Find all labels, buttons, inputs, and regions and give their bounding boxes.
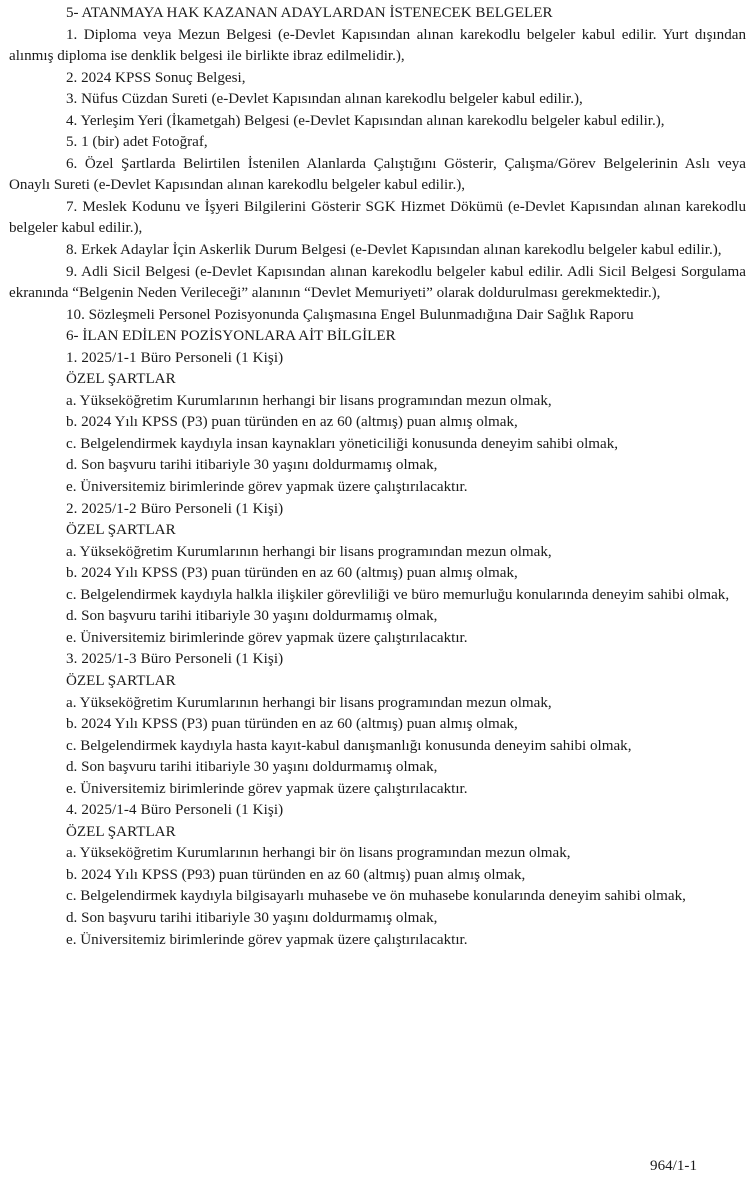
position-title: 1. 2025/1-1 Büro Personeli (1 Kişi) (66, 349, 284, 366)
section-5-item: 10. Sözleşmeli Personel Pozisyonunda Çalışmasına Engel Bulunmadığına Dair Sağlık Raporu (66, 306, 634, 323)
condition-item: e. Üniversitemiz birimlerinde görev yapmak üzere çalıştırılacaktır. (66, 629, 468, 646)
condition-item: d. Son başvuru tarihi itibariyle 30 yaşını doldurmamış olmak, (66, 457, 438, 474)
section-5-item: 1. Diploma veya Mezun Belgesi (e-Devlet Kapısından alınan karekodlu belgeler kabul edilir. Yurt dışından alınmış diploma ise denklik belgesi ile birlikte ibraz edilmelidir.), (9, 26, 746, 65)
condition-item: c. Belgelendirmek kaydıyla bilgisayarlı muhasebe ve ön muhasebe konularında deneyim sahibi olmak, (66, 888, 686, 905)
condition-item: d. Son başvuru tarihi itibariyle 30 yaşını doldurmamış olmak, (66, 759, 438, 776)
condition-item: c. Belgelendirmek kaydıyla insan kaynakları yöneticiliği konusunda deneyim sahibi olmak, (66, 435, 619, 452)
condition-item: a. Yükseköğretim Kurumlarının herhangi bir lisans programından mezun olmak, (66, 543, 552, 560)
section-5-item: 8. Erkek Adaylar İçin Askerlik Durum Belgesi (e-Devlet Kapısından alınan karekodlu belgeler kabul edilir.), (66, 242, 722, 259)
section-5-item: 7. Meslek Kodunu ve İşyeri Bilgilerini Gösterir SGK Hizmet Dökümü (e-Devlet Kapısından alınan karekodlu belgeler kabul edilir.), (9, 198, 746, 237)
condition-item: d. Son başvuru tarihi itibariyle 30 yaşını doldurmamış olmak, (66, 608, 438, 625)
special-conditions-label: ÖZEL ŞARTLAR (66, 371, 176, 388)
position-title: 3. 2025/1-3 Büro Personeli (1 Kişi) (66, 651, 284, 668)
page-number: 964/1-1 (650, 1158, 697, 1174)
condition-item: c. Belgelendirmek kaydıyla hasta kayıt-kabul danışmanlığı konusunda deneyim sahibi olmak, (66, 737, 632, 754)
condition-item: b. 2024 Yılı KPSS (P93) puan türünden en az 60 (altmış) puan almış olmak, (66, 866, 526, 883)
condition-item: b. 2024 Yılı KPSS (P3) puan türünden en az 60 (altmış) puan almış olmak, (66, 414, 518, 431)
condition-item: e. Üniversitemiz birimlerinde görev yapmak üzere çalıştırılacaktır. (66, 780, 468, 797)
condition-item: b. 2024 Yılı KPSS (P3) puan türünden en az 60 (altmış) puan almış olmak, (66, 565, 518, 582)
section-5-item: 9. Adli Sicil Belgesi (e-Devlet Kapısından alınan karekodlu belgeler kabul edilir. Adli Sicil Belgesi Sorgulama ekranında “Belgenin Neden Verileceği” alanının “Devlet Memuriyeti” olarak doldurulması gerekmektedir.), (9, 263, 746, 302)
position-title: 2. 2025/1-2 Büro Personeli (1 Kişi) (66, 500, 284, 517)
section-5-item: 2. 2024 KPSS Sonuç Belgesi, (66, 69, 246, 86)
condition-item: a. Yükseköğretim Kurumlarının herhangi bir ön lisans programından mezun olmak, (66, 845, 571, 862)
condition-item: c. Belgelendirmek kaydıyla halkla ilişkiler görevliliği ve büro memurluğu konularında deneyim sahibi olmak, (66, 586, 730, 603)
section-5-item: 3. Nüfus Cüzdan Sureti (e-Devlet Kapısından alınan karekodlu belgeler kabul edilir.), (66, 91, 583, 108)
section-5-item: 6. Özel Şartlarda Belirtilen İstenilen Alanlarda Çalıştığını Gösterir, Çalışma/Görev Belgelerinin Aslı veya Onaylı Sureti (e-Devlet Kapısından alınan karekodlu belgeler kabul edilir.), (9, 155, 746, 194)
section-5-item: 5. 1 (bir) adet Fotoğraf, (66, 134, 208, 151)
section-6-heading: 6- İLAN EDİLEN POZİSYONLARA AİT BİLGİLER (66, 328, 396, 345)
position-title: 4. 2025/1-4 Büro Personeli (1 Kişi) (66, 802, 284, 819)
condition-item: a. Yükseköğretim Kurumlarının herhangi bir lisans programından mezun olmak, (66, 392, 552, 409)
special-conditions-label: ÖZEL ŞARTLAR (66, 522, 176, 539)
section-5-heading: 5- ATANMAYA HAK KAZANAN ADAYLARDAN İSTENECEK BELGELER (66, 5, 553, 21)
condition-item: d. Son başvuru tarihi itibariyle 30 yaşını doldurmamış olmak, (66, 909, 438, 926)
document-body (0, 3, 750, 951)
condition-item: a. Yükseköğretim Kurumlarının herhangi bir lisans programından mezun olmak, (66, 694, 552, 711)
section-5-item: 4. Yerleşim Yeri (İkametgah) Belgesi (e-Devlet Kapısından alınan karekodlu belgeler kabul edilir.), (66, 112, 665, 129)
condition-item: b. 2024 Yılı KPSS (P3) puan türünden en az 60 (altmış) puan almış olmak, (66, 716, 518, 733)
special-conditions-label: ÖZEL ŞARTLAR (66, 672, 176, 689)
condition-item: e. Üniversitemiz birimlerinde görev yapmak üzere çalıştırılacaktır. (66, 479, 468, 496)
condition-item: e. Üniversitemiz birimlerinde görev yapmak üzere çalıştırılacaktır. (66, 931, 468, 948)
special-conditions-label: ÖZEL ŞARTLAR (66, 823, 176, 840)
